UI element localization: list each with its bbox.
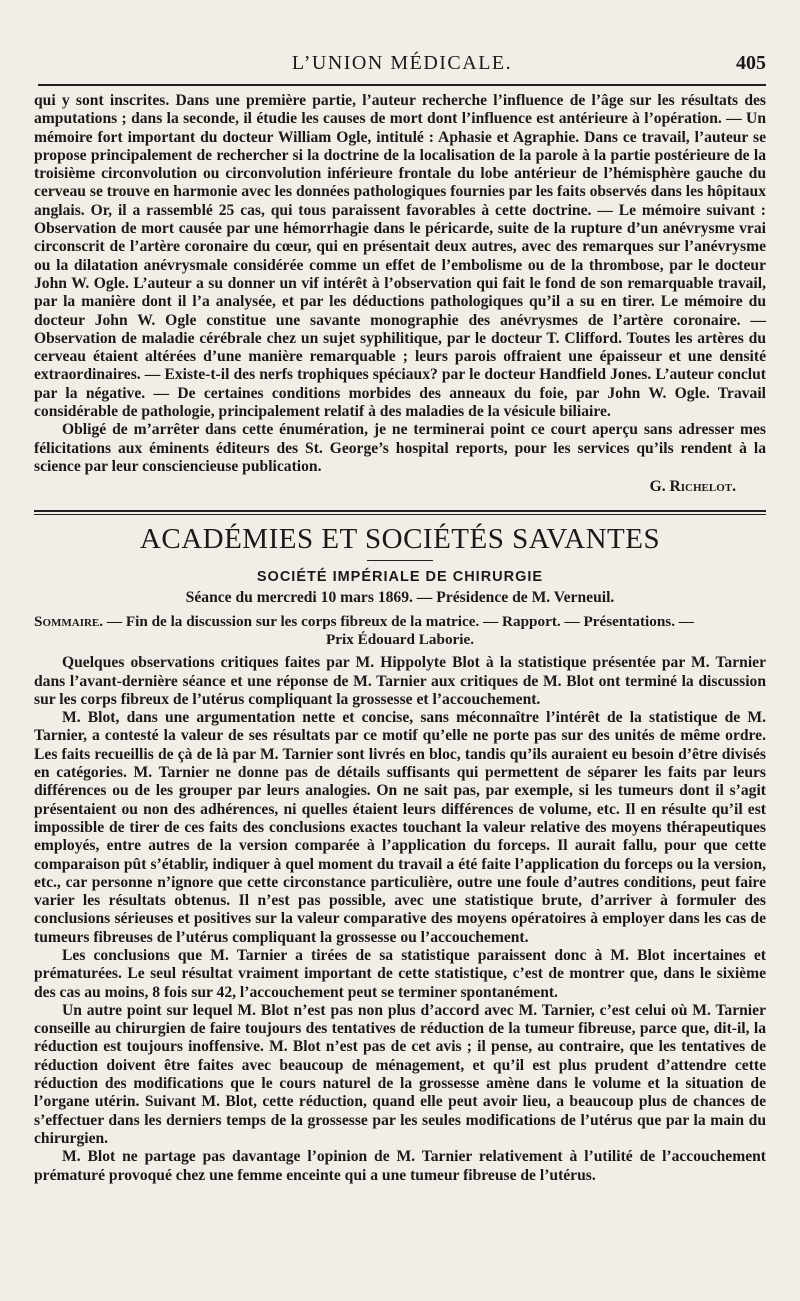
summary-line2: Prix Édouard Laborie. xyxy=(325,630,475,648)
paragraph: M. Blot ne partage pas davantage l’opinion de M. Tarnier relativement à l’utilité de l’accouchement prématuré provoqué chez une femme enceinte qui a une tumeur fibreuse de l’utérus. xyxy=(34,1148,766,1184)
section-title: ACADÉMIES ET SOCIÉTÉS SAVANTES xyxy=(139,523,661,556)
summary-label: Sommaire. xyxy=(34,613,104,631)
paragraph: Un autre point sur lequel M. Blot n’est pas non plus d’accord avec M. Tarnier, c’est celui où M. Tarnier conseille au chirurgien de faire toujours des tentatives de réduction de la tumeur fibreuse, parce que, dit-il, la réduction est toujours inoffensive. M. Blot n’est pas de cet avis ; il pense, au contraire, que les tentatives de réduction doivent être faites avec beaucoup de ménagement, et qu’il est plus prudent d’attendre cette réduction des modifications que le cours naturel de la grossesse amène dans le volume et la situation de l’organe utérin. Suivant M. Blot, cette réduction, quand elle peut avoir lieu, a beaucoup plus de chances de s’effectuer dans les derniers temps de la grossesse par les seules modifications de l’utérus que par la main du chirurgien. xyxy=(34,1001,766,1147)
author-signature: G. Richelot. xyxy=(649,478,736,496)
paragraph: qui y sont inscrites. Dans une première partie, l’auteur recherche l’influence de l’âge sur les résultats des amputations ; dans la seconde, il étudie les causes de mort dont l’influence est antérieure à l’opération. — Un mémoire fort important du docteur William Ogle, intitulé : Aphasie et Agraphie. Dans ce travail, l’auteur se propose principalement de rechercher si la doctrine de la localisation de la parole à la partie postérieure de la troisième circonvolution ou circonvolution inférieure frontale du lobe antérieur de l’hémisphère gauche du cerveau se trouve en harmonie avec les données pathologiques fournies par les faits observés dans les hôpitaux anglais. Or, il a rassemblé 25 cas, qui tous paraissent favorables à cette doctrine. — Le mémoire suivant : Observation de mort causée par une hémorrhagie dans le péricarde, suite de la rupture d’un anévrysme vrai circonscrit de l’artère coronaire du cœur, qui en présentait deux autres, avec des remarques sur l’anévrysme ou la dilatation anévrysmale considérée comme un effet de l’embolisme ou de la thrombose, par le docteur John W. Ogle. L’auteur a su donner un vif intérêt à l’observation qui fait le fond de son remarquable travail, par la manière dont il l’a analysée, et par les déductions pathologiques qu’il a su en tirer. Le mémoire du docteur John W. Ogle constitue une savante monographie des anévrysmes de l’artère coronaire. — Observation de maladie cérébrale chez un sujet syphilitique, par le docteur T. Clifford. Toutes les artères du cerveau étaient altérées d’une manière remarquable ; leurs parois offraient une épaisseur et une densité extraordinaires. — Existe-t-il des nerfs trophiques spéciaux? par le docteur Handfield Jones. L’auteur conclut par la négative. — De certaines conditions morbides des anneaux du foie, par John W. Ogle. Travail considérable de pathologie, principalement relatif à des maladies de la vésicule biliaire. xyxy=(34,92,766,421)
summary-text: — Fin de la discussion sur les corps fibreux de la matrice. — Rapport. — Présentations. — xyxy=(106,613,694,631)
short-divider xyxy=(367,560,433,561)
page-number: 405 xyxy=(736,52,766,74)
running-title: L’UNION MÉDICALE. xyxy=(291,52,513,74)
article-body xyxy=(34,92,766,476)
running-head xyxy=(38,44,766,86)
summary xyxy=(34,613,766,648)
report-body xyxy=(34,654,766,1185)
paragraph: Obligé de m’arrêter dans cette énumération, je ne terminerai point ce court aperçu sans adresser mes félicitations aux éminents éditeurs des St. George’s hospital reports, pour les services qu’ils rendent à la science par leur consciencieuse publication. xyxy=(34,421,766,475)
section-divider xyxy=(34,510,766,515)
paragraph: Les conclusions que M. Tarnier a tirées de sa statistique paraissent donc à M. Blot incertaines et prématurées. Le seul résultat vraiment important de cette statistique, c’est de montrer que, dans le sixième des cas au moins, 8 fois sur 42, l’accouchement peut se terminer spontanément. xyxy=(34,946,766,1001)
session-line: Séance du mercredi 10 mars 1869. — Présidence de M. Verneuil. xyxy=(185,589,615,607)
paragraph: Quelques observations critiques faites par M. Hippolyte Blot à la statistique présentée par M. Tarnier dans l’avant-dernière séance et une réponse de M. Tarnier aux critiques de M. Blot ont terminé la discussion sur les corps fibreux de l’utérus compliquant la grossesse et l’accouchement. xyxy=(34,654,766,708)
society-name: SOCIÉTÉ IMPÉRIALE DE CHIRURGIE xyxy=(256,569,544,586)
paragraph: M. Blot, dans une argumentation nette et concise, sans méconnaître l’intérêt de la statistique de M. Tarnier, a contesté la valeur de ses résultats par ce motif qu’elle ne porte pas sur des unités de même ordre. Les faits recueillis de çà de là par M. Tarnier sont livrés en bloc, tandis qu’ils auraient eu besoin d’être divisés en catégories. M. Tarnier ne donne pas de détails suffisants qui permettent de séparer les faits par leurs différences ou de les grouper par leurs analogies. On ne sait pas, par exemple, si les tumeurs dont il s’agit présentaient ou non des adhérences, ni quelles étaient leurs différences de volume, etc. Il en résulte qu’il est impossible de tirer de ces faits des conclusions exactes touchant la valeur relative des moyens thérapeutiques employés, entre autres de la version comparée à l’application du forceps. Il aurait fallu, pour que cette comparaison pût s’établir, indiquer à quel moment du travail a été faite l’application du forceps ou la version, etc., car personne n’ignore que cette circonstance particulière, outre une foule d’autres conditions, peut faire varier les résultats obtenus. Il n’est pas possible, avec une statistique brute, d’arriver à formuler des conclusions sérieuses et positives sur la valeur comparative des moyens opératoires à employer dans les cas de tumeurs fibreuses de l’utérus compliquant la grossesse ou l’accouchement. xyxy=(34,709,766,946)
